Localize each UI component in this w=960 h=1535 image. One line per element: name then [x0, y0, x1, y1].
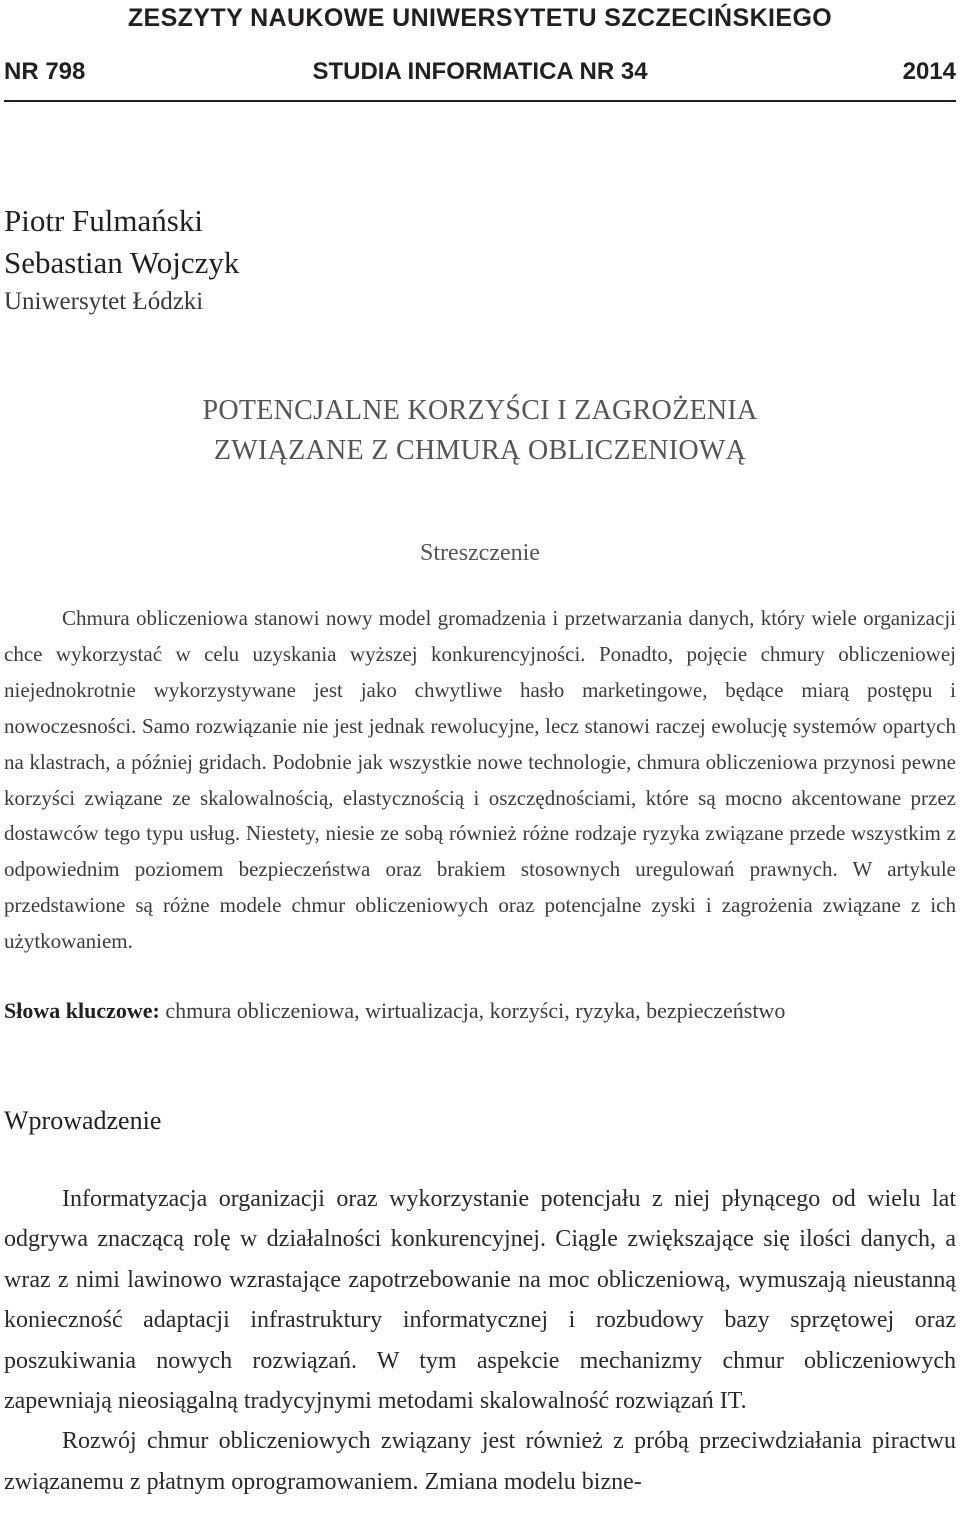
section-heading: Wprowadzenie: [4, 1106, 162, 1135]
affiliation: Uniwersytet Łódzki: [4, 288, 204, 315]
abstract-text: Chmura obliczeniowa stanowi nowy model gromadzenia i przetwarzania danych, który wiele organizacji chce wykorzystać w celu uzyskania wyższej konkurencyjności. Ponadto, pojęcie chmury obliczeniowej niejednokrotnie wykorzystywane jest jako chwytliwe hasło marketingowe, będące miarą postępu i nowoczesności. Samo rozwiązanie nie jest jednak rewolucyjne, lecz stanowi raczej ewolucję systemów opartych na klastrach, a później gridach. Podobnie jak wszystkie nowe technologie, chmura obliczeniowa przynosi pewne korzyści związane ze skalowalnością, elastycznością i oszczędnościami, które są mocno akcentowane przez dostawców tego typu usług. Niestety, niesie ze sobą również różne rodzaje ryzyka związane przede wszystkim z odpowiednim poziomem bezpieczeństwa oraz brakiem stosownych uregulowań prawnych. W artykule przedstawione są różne modele chmur obliczeniowych oraz potencjalne zyski i zagrożenia związane z ich użytkowaniem.: [4, 606, 956, 954]
journal-header: ZESZYTY NAUKOWE UNIWERSYTETU SZCZECIŃSKIEGO: [127, 4, 833, 32]
abstract-heading: Streszczenie: [420, 540, 540, 566]
keywords-value: chmura obliczeniowa, wirtualizacja, korzyści, ryzyka, bezpieczeństwo: [165, 998, 786, 1023]
paper-title-line: POTENCJALNE KORZYŚCI I ZAGROŻENIA: [202, 395, 758, 426]
series-name: STUDIA INFORMATICA NR 34: [312, 58, 648, 85]
issue-number: NR 798: [4, 58, 86, 85]
publication-year: 2014: [902, 58, 956, 85]
author-name: Sebastian Wojczyk: [4, 245, 240, 280]
paper-title-line: ZWIĄZANE Z CHMURĄ OBLICZENIOWĄ: [213, 435, 747, 466]
body-paragraph: Rozwój chmur obliczeniowych związany jest również z próbą przeciwdziałania piractwu związanemu z płatnym oprogramowaniem. Zmiana modelu bizne-: [4, 1428, 956, 1495]
keywords: [4, 998, 956, 1024]
section-body: [4, 1179, 956, 1502]
body-paragraph: Informatyzacja organizacji oraz wykorzystanie potencjału z niej płynącego od wielu lat odgrywa znaczącą rolę w działalności konkurencyjnej. Ciągle zwiększające się ilości danych, a wraz z nimi lawinowo wzrastające zapotrzebowanie na moc obliczeniową, wymuszają nieustanną konieczność adaptacji infrastruktury informatycznej i rozbudowy bazy sprzętowej oraz poszukiwania nowych rozwiązań. W tym aspekcie mechanizmy chmur obliczeniowych zapewniają nieosiągalną tradycyjnymi metodami skalowalność rozwiązań IT.: [4, 1186, 956, 1415]
abstract-body: [4, 601, 956, 960]
author-name: Piotr Fulmański: [4, 203, 203, 238]
header-rule: [4, 100, 956, 102]
keywords-label: Słowa kluczowe:: [4, 998, 160, 1023]
